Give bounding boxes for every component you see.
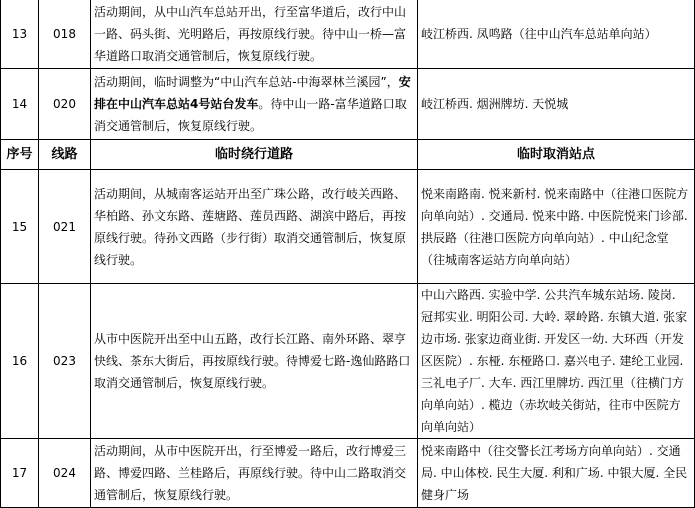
cell-stops: 悦来南路中（往交警长江考场方向单向站）. 交通局. 中山体校. 民生大厦. 利和广场. 中银大厦. 全民健身广场 xyxy=(418,439,695,508)
route-text: 。待中山一路-富华道路口取消交通管制后，恢复原线行驶。 xyxy=(94,97,407,133)
cell-route: 活动期间，从中山汽车总站开出，行至富华道后，改行中山一路、码头街、光明路后，再按原线行驶。待中山一桥—富华道路口取消交通管制后，恢复原线行驶。 xyxy=(91,0,418,69)
cell-no: 13 xyxy=(1,0,39,69)
cell-stops: 悦来南路南. 悦来新村. 悦来南路中（往港口医院方向单向站）. 交通局. 悦来中路. 中医院悦来门诊部. 拱辰路（往港口医院方向单向站）. 中山纪念堂（往城南客运站方向单向站） xyxy=(418,170,695,284)
header-line: 线路 xyxy=(39,140,91,170)
cell-line: 020 xyxy=(39,69,91,140)
table-row xyxy=(1,0,695,69)
route-emphasis: 安排在中山汽车总站4号站台发车 xyxy=(94,75,411,111)
cell-line: 024 xyxy=(39,439,91,508)
cell-no: 16 xyxy=(1,284,39,439)
cell-route: 从市中医院开出至中山五路，改行长江路、南外环路、翠亨快线、茶东大街后，再按原线行驶。待博爱七路-逸仙路路口取消交通管制后，恢复原线行驶。 xyxy=(91,284,418,439)
table-row xyxy=(1,439,695,508)
header-route: 临时绕行道路 xyxy=(91,140,418,170)
cell-stops: 岐江桥西. 烟洲牌坊. 天悦城 xyxy=(418,69,695,140)
cell-route xyxy=(91,69,418,140)
cell-line: 018 xyxy=(39,0,91,69)
cell-no: 17 xyxy=(1,439,39,508)
cell-route: 活动期间，从城南客运站开出至广珠公路，改行岐关西路、华柏路、孙文东路、莲塘路、莲员西路、湖滨中路后，再按原线行驶。待孙文西路（步行街）取消交通管制后，恢复原线行驶。 xyxy=(91,170,418,284)
cell-route: 活动期间，从市中医院开出，行至博爱一路后，改行博爱三路、博爱四路、兰桂路后，再原线行驶。待中山二路取消交通管制后，恢复原线行驶。 xyxy=(91,439,418,508)
cell-line: 021 xyxy=(39,170,91,284)
table-row xyxy=(1,69,695,140)
route-text: 活动期间，临时调整为“中山汽车总站-中海翠林兰溪园”， xyxy=(94,75,399,89)
cell-stops: 岐江桥西. 凤鸣路（往中山汽车总站单向站） xyxy=(418,0,695,69)
cell-no: 15 xyxy=(1,170,39,284)
table-row xyxy=(1,284,695,439)
header-no: 序号 xyxy=(1,140,39,170)
cell-no: 14 xyxy=(1,69,39,140)
header-stops: 临时取消站点 xyxy=(418,140,695,170)
cell-line: 023 xyxy=(39,284,91,439)
table-row xyxy=(1,170,695,284)
header-row xyxy=(1,140,695,170)
cell-stops: 中山六路西. 实验中学. 公共汽车城东站场. 陵岗. 冠邦实业. 明阳公司. 大岭. 翠岭路. 东镇大道. 张家边市场. 张家边商业街. 开发区一幼. 大环西（开发区医院）. 东桠. 东桠路口. 嘉兴电子. 建纶工业园. 三礼电子厂. 大车. 西江里牌坊. 西江里（往横门方向单向站）. 榄边（赤坎岐关街站，往市中医院方向单向站） xyxy=(418,284,695,439)
